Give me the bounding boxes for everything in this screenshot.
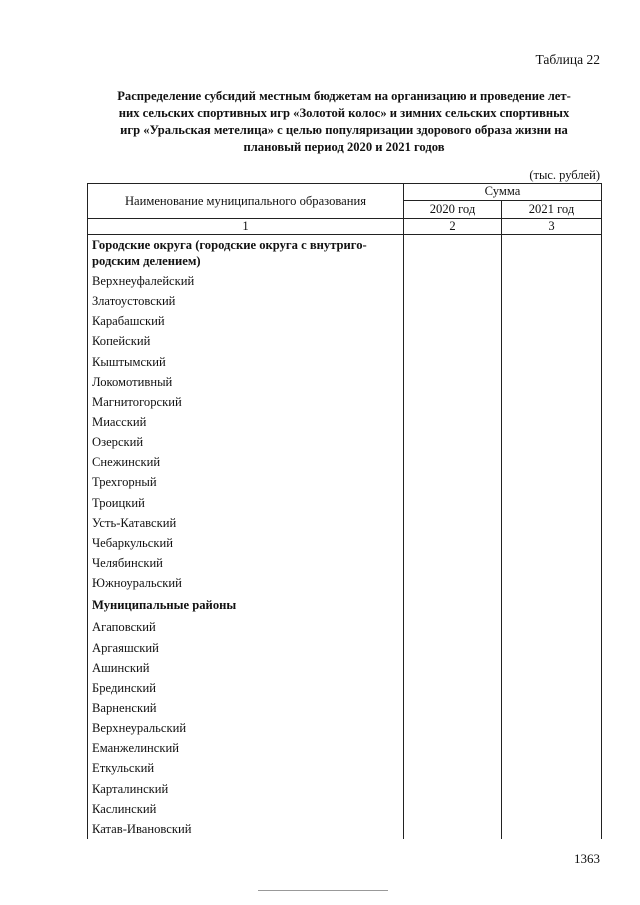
amount-cell [502,698,602,718]
page-number: 1363 [574,851,600,866]
amount-cell [404,493,502,513]
amount-cell [502,779,602,799]
municipality-name: Златоустовский [88,291,404,311]
amount-cell [502,372,602,392]
amount-cell [502,271,602,291]
amount-cell [404,452,502,472]
header-name: Наименование муниципального образования [88,184,404,219]
amount-cell [502,472,602,492]
table-row [88,452,602,472]
municipality-name: Копейский [88,331,404,351]
amount-cell [502,718,602,738]
table-row [88,412,602,432]
amount-cell [404,738,502,758]
municipality-name: Озерский [88,432,404,452]
table-row [88,472,602,492]
subsidy-table [87,183,602,839]
amount-cell [404,698,502,718]
municipality-name: Варненский [88,698,404,718]
table-row [88,718,602,738]
amount-cell [502,593,602,617]
amount-cell [502,617,602,637]
header-sum: Сумма [404,184,602,201]
municipality-name: Еманжелинский [88,738,404,758]
municipality-name: Каслинский [88,799,404,819]
table-row [88,617,602,637]
municipality-name: Аргаяшский [88,638,404,658]
amount-cell [502,235,602,272]
municipality-name: Ашинский [88,658,404,678]
title-line: игр «Уральская метелица» с целью популяризации здорового образа жизни на [120,123,568,137]
amount-cell [502,553,602,573]
amount-cell [404,352,502,372]
amount-cell [502,638,602,658]
title-line: них сельских спортивных игр «Золотой колос» и зимних сельских спортивных [118,106,570,120]
amount-cell [404,779,502,799]
amount-cell [502,738,602,758]
municipality-name: Усть-Катавский [88,513,404,533]
amount-cell [404,392,502,412]
municipality-name: Карталинский [88,779,404,799]
amount-cell [404,658,502,678]
amount-cell [502,331,602,351]
municipality-name: Брединский [88,678,404,698]
header-year-2020: 2020 год [404,200,502,218]
column-number: 3 [502,219,602,235]
table-row [88,392,602,412]
amount-cell [404,638,502,658]
amount-cell [404,235,502,272]
table-row [88,799,602,819]
amount-cell [404,617,502,637]
amount-cell [502,799,602,819]
amount-cell [404,718,502,738]
municipality-name: Снежинский [88,452,404,472]
amount-cell [502,432,602,452]
municipality-name: Локомотивный [88,372,404,392]
amount-cell [502,758,602,778]
amount-cell [404,372,502,392]
municipality-name: Верхнеуральский [88,718,404,738]
amount-cell [502,573,602,593]
amount-cell [502,678,602,698]
municipality-name: Карабашский [88,311,404,331]
table-row [88,758,602,778]
amount-cell [404,331,502,351]
table-label: Таблица 22 [535,52,600,67]
table-row [88,352,602,372]
amount-cell [404,533,502,553]
title-line: Распределение субсидий местным бюджетам на организацию и проведение лет- [117,89,571,103]
amount-cell [404,432,502,452]
amount-cell [404,553,502,573]
units-label: (тыс. рублей) [529,168,600,182]
column-number: 2 [404,219,502,235]
group-title: Муниципальные районы [88,593,404,617]
header-year-2021: 2021 год [502,200,602,218]
table-row [88,738,602,758]
scan-artifact-line [258,890,388,891]
municipality-name: Верхнеуфалейский [88,271,404,291]
amount-cell [404,678,502,698]
amount-cell [404,573,502,593]
table-row [88,553,602,573]
column-number: 1 [88,219,404,235]
amount-cell [502,392,602,412]
amount-cell [502,513,602,533]
amount-cell [404,412,502,432]
table-row [88,432,602,452]
municipality-name: Кыштымский [88,352,404,372]
group-title: Городские округа (городские округа с внутриго-родским делением) [88,235,404,272]
table-row [88,493,602,513]
municipality-name: Еткульский [88,758,404,778]
municipality-name: Катав-Ивановский [88,819,404,839]
table-row [88,372,602,392]
municipality-name: Чебаркульский [88,533,404,553]
table-row [88,513,602,533]
municipality-name: Трехгорный [88,472,404,492]
amount-cell [404,819,502,839]
title-line: плановый период 2020 и 2021 годов [243,140,445,154]
amount-cell [404,593,502,617]
document-title [88,88,600,156]
amount-cell [502,533,602,553]
table-row [88,658,602,678]
table-row [88,331,602,351]
amount-cell [404,271,502,291]
amount-cell [502,352,602,372]
table-row [88,291,602,311]
table-row [88,533,602,553]
amount-cell [404,291,502,311]
amount-cell [502,311,602,331]
municipality-name: Троицкий [88,493,404,513]
amount-cell [404,472,502,492]
municipality-name: Челябинский [88,553,404,573]
table-row [88,638,602,658]
table-row [88,779,602,799]
amount-cell [502,819,602,839]
municipality-name: Агаповский [88,617,404,637]
municipality-name: Миасский [88,412,404,432]
table-row [88,271,602,291]
group-row [88,235,602,272]
municipality-name: Магнитогорский [88,392,404,412]
table-row [88,678,602,698]
amount-cell [502,493,602,513]
amount-cell [502,291,602,311]
amount-cell [404,311,502,331]
group-row [88,593,602,617]
amount-cell [502,658,602,678]
amount-cell [404,758,502,778]
table-row [88,819,602,839]
municipality-name: Южноуральский [88,573,404,593]
amount-cell [404,513,502,533]
amount-cell [502,412,602,432]
table-row [88,311,602,331]
table-row [88,573,602,593]
column-number-row [88,219,602,235]
table-row [88,698,602,718]
amount-cell [502,452,602,472]
amount-cell [404,799,502,819]
